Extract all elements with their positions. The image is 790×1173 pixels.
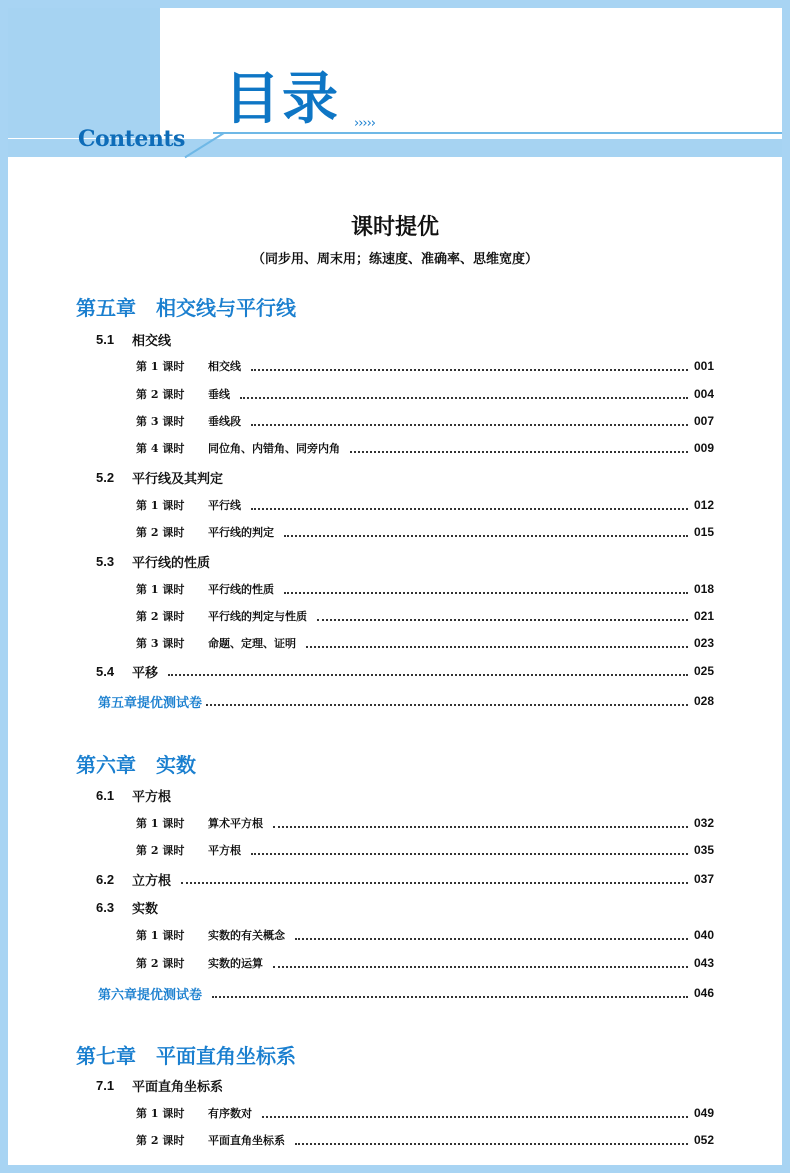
- page-number: 028: [693, 694, 714, 708]
- page-number: 023: [693, 636, 714, 650]
- page-number: 021: [693, 609, 714, 623]
- section-number: 5.4: [96, 663, 115, 679]
- toc-chapter-test[interactable]: [98, 983, 714, 1003]
- page-number: 052: [693, 1133, 714, 1147]
- toc-page: [8, 8, 782, 1165]
- toc-entry[interactable]: [136, 438, 714, 458]
- toc-section-7-1[interactable]: [96, 1075, 714, 1095]
- page-title: 目录: [224, 67, 340, 132]
- toc-section-5-4[interactable]: [96, 661, 714, 681]
- toc-entry[interactable]: [136, 1103, 714, 1123]
- toc-section-5-2[interactable]: [96, 467, 714, 487]
- book-title: 课时提优: [350, 214, 439, 240]
- section-title: 平移: [132, 665, 159, 681]
- leader-dots: [262, 1116, 688, 1118]
- leader-dots: [295, 1143, 688, 1145]
- toc-entry[interactable]: [136, 813, 714, 833]
- section-title: 实数: [132, 901, 159, 917]
- lesson-title: 实数的运算: [208, 957, 263, 970]
- page-number: 025: [693, 664, 714, 678]
- lesson-title: 平行线的判定: [208, 526, 274, 539]
- lesson-title: 实数的有关概念: [208, 929, 285, 942]
- section-title: 相交线: [132, 333, 172, 349]
- lesson-label: 第 2 课时: [136, 388, 185, 401]
- header-rule: [213, 132, 782, 134]
- toc-entry[interactable]: [136, 1130, 714, 1150]
- leader-dots: [240, 397, 688, 399]
- toc-entry[interactable]: [136, 495, 714, 515]
- leader-dots: [181, 882, 688, 884]
- lesson-title: 平行线: [208, 499, 241, 512]
- leader-dots: [284, 592, 688, 594]
- lesson-title: 有序数对: [208, 1107, 252, 1120]
- section-title: 平方根: [132, 789, 172, 805]
- leader-dots: [212, 996, 688, 998]
- page-number: 007: [693, 414, 714, 428]
- lesson-title: 命题、定理、证明: [208, 637, 296, 650]
- page-number: 049: [693, 1106, 714, 1120]
- arrows-icon: ›››››: [354, 116, 375, 131]
- section-number: 6.1: [96, 787, 115, 803]
- leader-dots: [273, 966, 688, 968]
- page-number: 004: [693, 387, 714, 401]
- leader-dots: [317, 619, 688, 621]
- chapter-5-title: 第五章 相交线与平行线: [76, 298, 296, 320]
- page-number: 015: [693, 525, 714, 539]
- leader-dots: [284, 535, 688, 537]
- toc-section-5-3[interactable]: [96, 551, 714, 571]
- lesson-label: 第 4 课时: [136, 442, 185, 455]
- lesson-title: 平行线的性质: [208, 583, 274, 596]
- leader-dots: [251, 853, 688, 855]
- page-number: 018: [693, 582, 714, 596]
- leader-dots: [295, 938, 688, 940]
- section-title: 平行线及其判定: [132, 471, 224, 487]
- lesson-label: 第 1 课时: [136, 360, 185, 373]
- toc-entry[interactable]: [136, 840, 714, 860]
- toc-entry[interactable]: [136, 606, 714, 626]
- lesson-label: 第 2 课时: [136, 1134, 185, 1147]
- lesson-title: 算术平方根: [208, 817, 263, 830]
- leader-dots: [251, 424, 688, 426]
- section-number: 5.1: [96, 331, 115, 347]
- chapter-6-title: 第六章 实数: [76, 755, 196, 777]
- lesson-label: 第 1 课时: [136, 499, 185, 512]
- leader-dots: [206, 704, 688, 706]
- toc-entry[interactable]: [136, 953, 714, 973]
- lesson-label: 第 2 课时: [136, 610, 185, 623]
- page-number: 032: [693, 816, 714, 830]
- test-title: 第六章提优测试卷: [98, 987, 203, 1003]
- page-number: 037: [693, 872, 714, 886]
- lesson-title: 相交线: [208, 360, 241, 373]
- lesson-label: 第 1 课时: [136, 583, 185, 596]
- leader-dots: [273, 826, 688, 828]
- toc-section-6-1[interactable]: [96, 785, 714, 805]
- toc-section-6-2[interactable]: [96, 869, 714, 889]
- page-number: 046: [693, 986, 714, 1000]
- page-number: 012: [693, 498, 714, 512]
- leader-dots: [251, 369, 688, 371]
- lesson-label: 第 2 课时: [136, 844, 185, 857]
- toc-entry[interactable]: [136, 384, 714, 404]
- lesson-title: 垂线: [208, 388, 230, 401]
- toc-section-5-1[interactable]: [96, 329, 714, 349]
- section-number: 5.2: [96, 469, 115, 485]
- lesson-title: 垂线段: [208, 415, 241, 428]
- leader-dots: [168, 674, 688, 676]
- lesson-label: 第 3 课时: [136, 415, 185, 428]
- test-title: 第五章提优测试卷: [98, 695, 203, 711]
- lesson-title: 平行线的判定与性质: [208, 610, 307, 623]
- leader-dots: [350, 451, 688, 453]
- lesson-title: 平方根: [208, 844, 241, 857]
- section-number: 6.3: [96, 899, 115, 915]
- leader-dots: [251, 508, 688, 510]
- section-number: 6.2: [96, 871, 115, 887]
- lesson-label: 第 1 课时: [136, 929, 185, 942]
- toc-section-6-3[interactable]: [96, 897, 714, 917]
- page-number: 035: [693, 843, 714, 857]
- leader-dots: [306, 646, 688, 648]
- lesson-label: 第 1 课时: [136, 817, 185, 830]
- toc-entry[interactable]: [136, 925, 714, 945]
- section-number: 5.3: [96, 553, 115, 569]
- page-number: 001: [693, 359, 714, 373]
- lesson-label: 第 3 课时: [136, 637, 185, 650]
- lesson-title: 同位角、内错角、同旁内角: [208, 442, 340, 455]
- page-number: 009: [693, 441, 714, 455]
- header-block: [8, 8, 160, 138]
- lesson-label: 第 1 课时: [136, 1107, 185, 1120]
- toc-entry[interactable]: [136, 522, 714, 542]
- toc-entry[interactable]: [136, 411, 714, 431]
- page-number: 043: [693, 956, 714, 970]
- toc-entry[interactable]: [136, 633, 714, 653]
- contents-label: Contents: [78, 126, 185, 152]
- lesson-title: 平面直角坐标系: [208, 1134, 285, 1147]
- chapter-7-title: 第七章 平面直角坐标系: [76, 1046, 296, 1068]
- section-title: 平面直角坐标系: [132, 1079, 224, 1095]
- lesson-label: 第 2 课时: [136, 957, 185, 970]
- lesson-label: 第 2 课时: [136, 526, 185, 539]
- toc-chapter-test[interactable]: [98, 691, 714, 711]
- book-subtitle: （同步用、周末用；练速度、准确率、思维宽度）: [251, 252, 538, 267]
- page-number: 040: [693, 928, 714, 942]
- toc-entry[interactable]: [136, 579, 714, 599]
- section-number: 7.1: [96, 1077, 115, 1093]
- section-title: 平行线的性质: [132, 555, 211, 571]
- section-title: 立方根: [132, 873, 172, 889]
- toc-entry[interactable]: [136, 356, 714, 376]
